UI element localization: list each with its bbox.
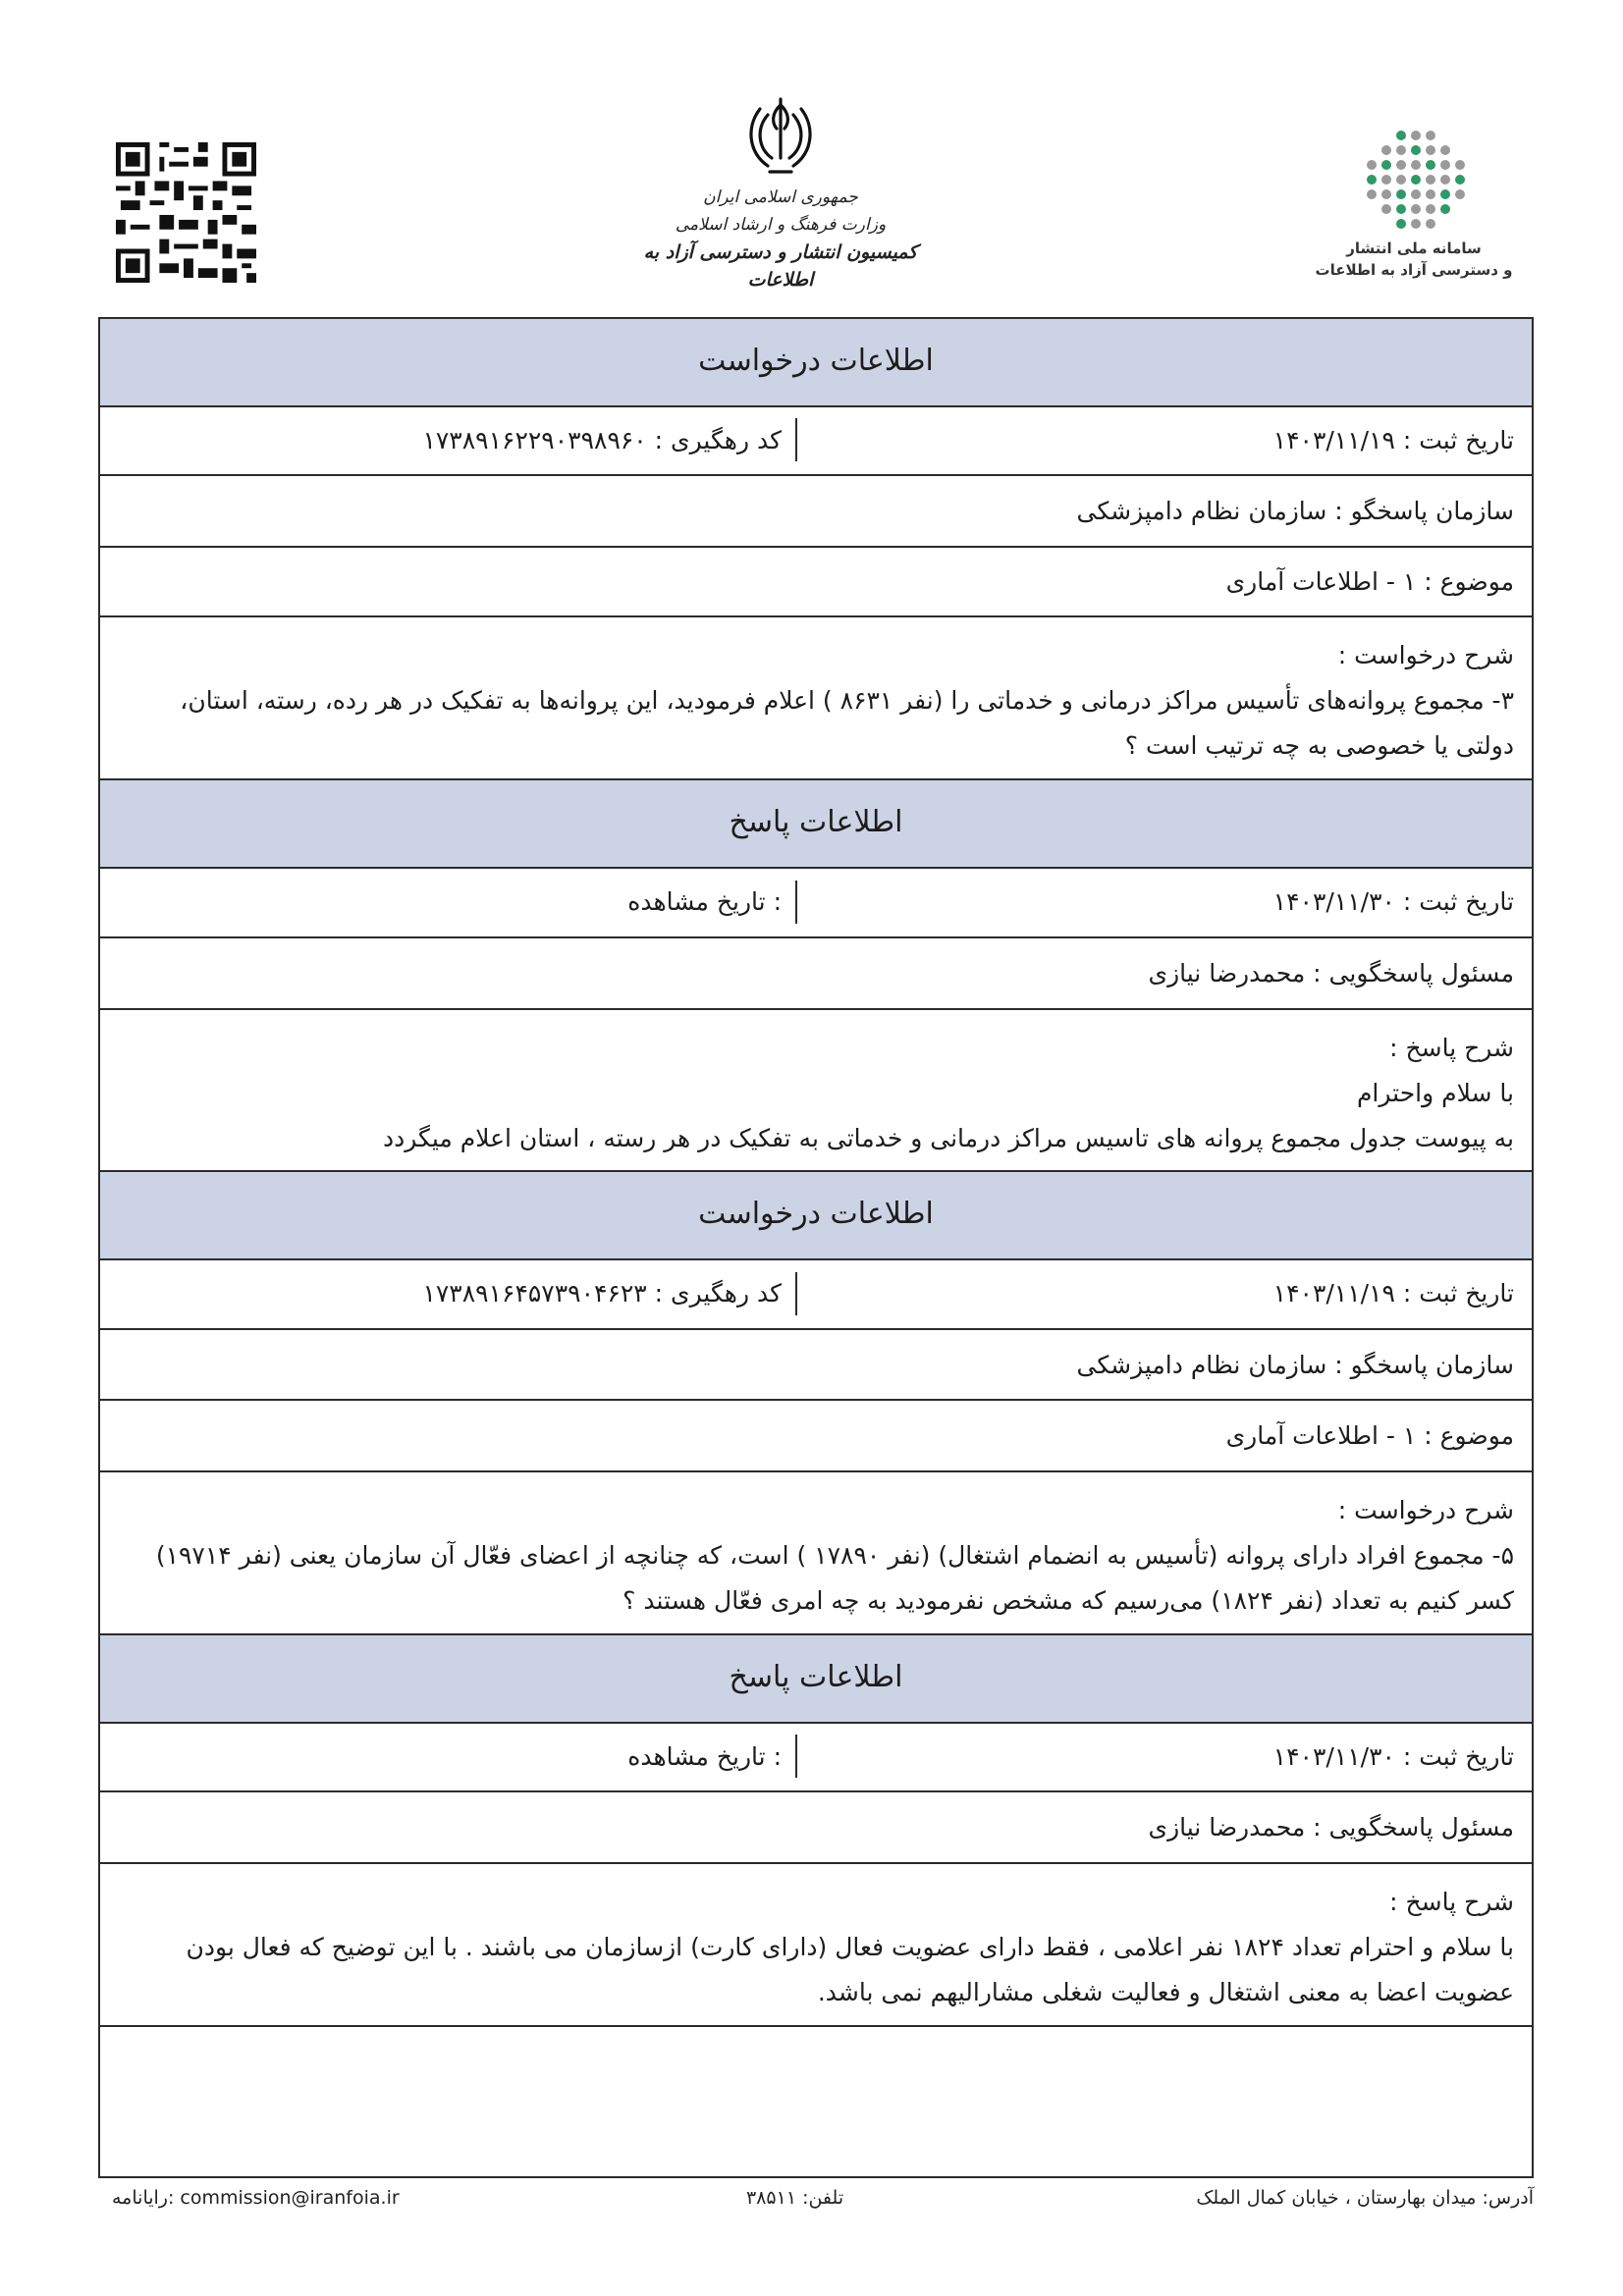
- logo-dot: [1411, 189, 1421, 199]
- logo-dot: [1426, 204, 1435, 214]
- logo-dot: [1455, 175, 1465, 185]
- view-date: : تاریخ مشاهده: [627, 1741, 782, 1771]
- view-date: : تاریخ مشاهده: [627, 887, 782, 916]
- responding-organization: سازمان پاسخگو : سازمان نظام دامپزشکی: [1076, 1350, 1514, 1379]
- request-2-header: [100, 1172, 1532, 1260]
- tracking-code: کد رهگیری : ۱۷۳۸۹۱۶۴۵۷۳۹۰۴۶۲۳: [422, 1279, 782, 1308]
- description-line-2: دولتی یا خصوصی به چه ترتیب است ؟: [1124, 731, 1514, 760]
- footer-phone: تلفن: ۳۸۵۱۱: [746, 2187, 844, 2209]
- logo-dot: [1440, 204, 1450, 214]
- description-label: شرح درخواست :: [1337, 1496, 1514, 1524]
- logo-dot: [1381, 204, 1391, 214]
- logo-dot: [1440, 160, 1450, 170]
- system-logo-line-2: و دسترسی آزاد به اطلاعات: [1315, 261, 1513, 279]
- logo-dot: [1396, 175, 1406, 185]
- response-1-date-row: [100, 867, 1532, 938]
- emblem-line-1: جمهوری اسلامی ایران: [703, 187, 858, 207]
- logo-dot: [1396, 189, 1406, 199]
- form-frame: [98, 317, 1534, 2178]
- tracking-code: کد رهگیری : ۱۷۳۸۹۱۶۲۲۹۰۳۹۸۹۶۰: [422, 425, 782, 454]
- response-1-description: [100, 1010, 1532, 1172]
- logo-dot: [1396, 204, 1406, 214]
- description-line-1: با سلام واحترام: [1356, 1079, 1514, 1107]
- logo-dot: [1455, 160, 1465, 170]
- dots-logo-icon: [1362, 126, 1470, 234]
- logo-dot: [1440, 189, 1450, 199]
- request-1-description: [100, 617, 1532, 780]
- logo-dot: [1381, 189, 1391, 199]
- logo-dot: [1396, 145, 1406, 155]
- request-1-date-row: [100, 405, 1532, 476]
- registration-date: تاریخ ثبت : ۱۴۰۳/۱۱/۳۰: [1272, 1741, 1514, 1771]
- description-line-1: ۳- مجموع پروانه‌های تأسیس مراکز درمانی و خدماتی را (نفر ۸۶۳۱ ) اعلام فرمودید، این پروانه‌ها به تفکیک در هر رده، رسته، استان،: [180, 686, 1514, 715]
- logo-dot: [1426, 219, 1435, 229]
- logo-dot: [1426, 131, 1435, 140]
- subject: موضوع : ۱ - اطلاعات آماری: [1225, 1421, 1514, 1450]
- cell-divider: [795, 1735, 797, 1778]
- emblem-line-3: کمیسیون انتشار و دسترسی آزاد به اطلاعات: [643, 241, 918, 291]
- responsible-person: مسئول پاسخگویی : محمدرضا نیازی: [1148, 1813, 1514, 1842]
- responsible-person: مسئول پاسخگویی : محمدرضا نیازی: [1148, 959, 1514, 988]
- request-2-description: [100, 1472, 1532, 1635]
- logo-dot: [1367, 160, 1377, 170]
- cell-divider: [795, 418, 797, 461]
- response-2-responsible-row: [100, 1792, 1532, 1864]
- logo-dot: [1411, 175, 1421, 185]
- cell-divider: [795, 1272, 797, 1315]
- subject: موضوع : ۱ - اطلاعات آماری: [1225, 567, 1514, 596]
- logo-dot: [1455, 189, 1465, 199]
- logo-dot: [1426, 175, 1435, 185]
- description-label: شرح پاسخ :: [1389, 1888, 1514, 1916]
- request-2-org-row: [100, 1330, 1532, 1401]
- request-1-subject-row: [100, 548, 1532, 617]
- system-logo: [1306, 126, 1522, 293]
- emblem-icon: [746, 93, 815, 180]
- footer-email[interactable]: commission@iranfoia.ir :رایانامه: [112, 2187, 400, 2209]
- logo-dot: [1367, 189, 1377, 199]
- logo-dot: [1381, 175, 1391, 185]
- logo-dot: [1411, 131, 1421, 140]
- registration-date: تاریخ ثبت : ۱۴۰۳/۱۱/۳۰: [1272, 887, 1514, 916]
- response-2-date-row: [100, 1722, 1532, 1792]
- logo-dot: [1367, 175, 1377, 185]
- section-title: اطلاعات درخواست: [100, 1172, 1532, 1258]
- response-2-description: [100, 1864, 1532, 2027]
- section-title: اطلاعات پاسخ: [100, 1635, 1532, 1722]
- logo-dot: [1426, 145, 1435, 155]
- logo-dot: [1381, 160, 1391, 170]
- request-1-org-row: [100, 476, 1532, 548]
- description-line-1: با سلام و احترام تعداد ۱۸۲۴ نفر اعلامی ، فقط دارای عضویت فعال (دارای کارت) ازسازمان می باشند . با این توضیح که فعال بودن: [186, 1933, 1514, 1961]
- logo-dot: [1426, 189, 1435, 199]
- description-line-2: به پیوست جدول مجموع پروانه های تاسیس مراکز درمانی و خدماتی به تفکیک در هر رسته ، استان اعلام میگردد: [382, 1124, 1514, 1152]
- logo-dot: [1411, 219, 1421, 229]
- logo-dot: [1411, 204, 1421, 214]
- response-1-responsible-row: [100, 938, 1532, 1010]
- page-header: [0, 0, 1623, 314]
- system-logo-line-1: سامانه ملی انتشار: [1346, 240, 1482, 257]
- description-line-2: عضویت اعضا به معنی اشتغال و فعالیت شغلی مشارالیهم نمی باشد.: [817, 1978, 1514, 2006]
- responding-organization: سازمان پاسخگو : سازمان نظام دامپزشکی: [1076, 497, 1514, 525]
- footer-address: آدرس: میدان بهارستان ، خیابان کمال الملک: [1196, 2187, 1534, 2209]
- qr-code-icon: [116, 142, 256, 283]
- emblem-line-2: وزارت فرهنگ و ارشاد اسلامی: [675, 215, 887, 235]
- registration-date: تاریخ ثبت : ۱۴۰۳/۱۱/۱۹: [1272, 1279, 1514, 1308]
- logo-dot: [1411, 160, 1421, 170]
- logo-dot: [1426, 160, 1435, 170]
- registration-date: تاریخ ثبت : ۱۴۰۳/۱۱/۱۹: [1272, 425, 1514, 454]
- response-1-header: [100, 780, 1532, 869]
- logo-dot: [1440, 175, 1450, 185]
- logo-dot: [1396, 160, 1406, 170]
- logo-dot: [1396, 219, 1406, 229]
- description-label: شرح پاسخ :: [1389, 1034, 1514, 1062]
- logo-dot: [1396, 131, 1406, 140]
- request-2-subject-row: [100, 1401, 1532, 1472]
- logo-dot: [1411, 145, 1421, 155]
- description-label: شرح درخواست :: [1337, 641, 1514, 669]
- section-title: اطلاعات درخواست: [100, 319, 1532, 405]
- description-line-2: کسر کنیم به تعداد (نفر ۱۸۲۴) می‌رسیم که مشخص نفرمودید به چه امری فعّال هستند ؟: [622, 1586, 1514, 1615]
- request-2-date-row: [100, 1258, 1532, 1330]
- government-emblem: [633, 93, 928, 299]
- logo-dot: [1440, 145, 1450, 155]
- request-1-header: [100, 319, 1532, 407]
- logo-dot: [1381, 145, 1391, 155]
- description-line-1: ۵- مجموع افراد دارای پروانه (تأسیس به انضمام اشتغال) (نفر ۱۷۸۹۰ ) است، که چنانچه از اعضای فعّال آن سازمان یعنی (نفر ۱۹۷۱۴): [155, 1541, 1514, 1570]
- cell-divider: [795, 881, 797, 924]
- response-2-header: [100, 1635, 1532, 1724]
- page-footer: [98, 2181, 1534, 2220]
- section-title: اطلاعات پاسخ: [100, 780, 1532, 867]
